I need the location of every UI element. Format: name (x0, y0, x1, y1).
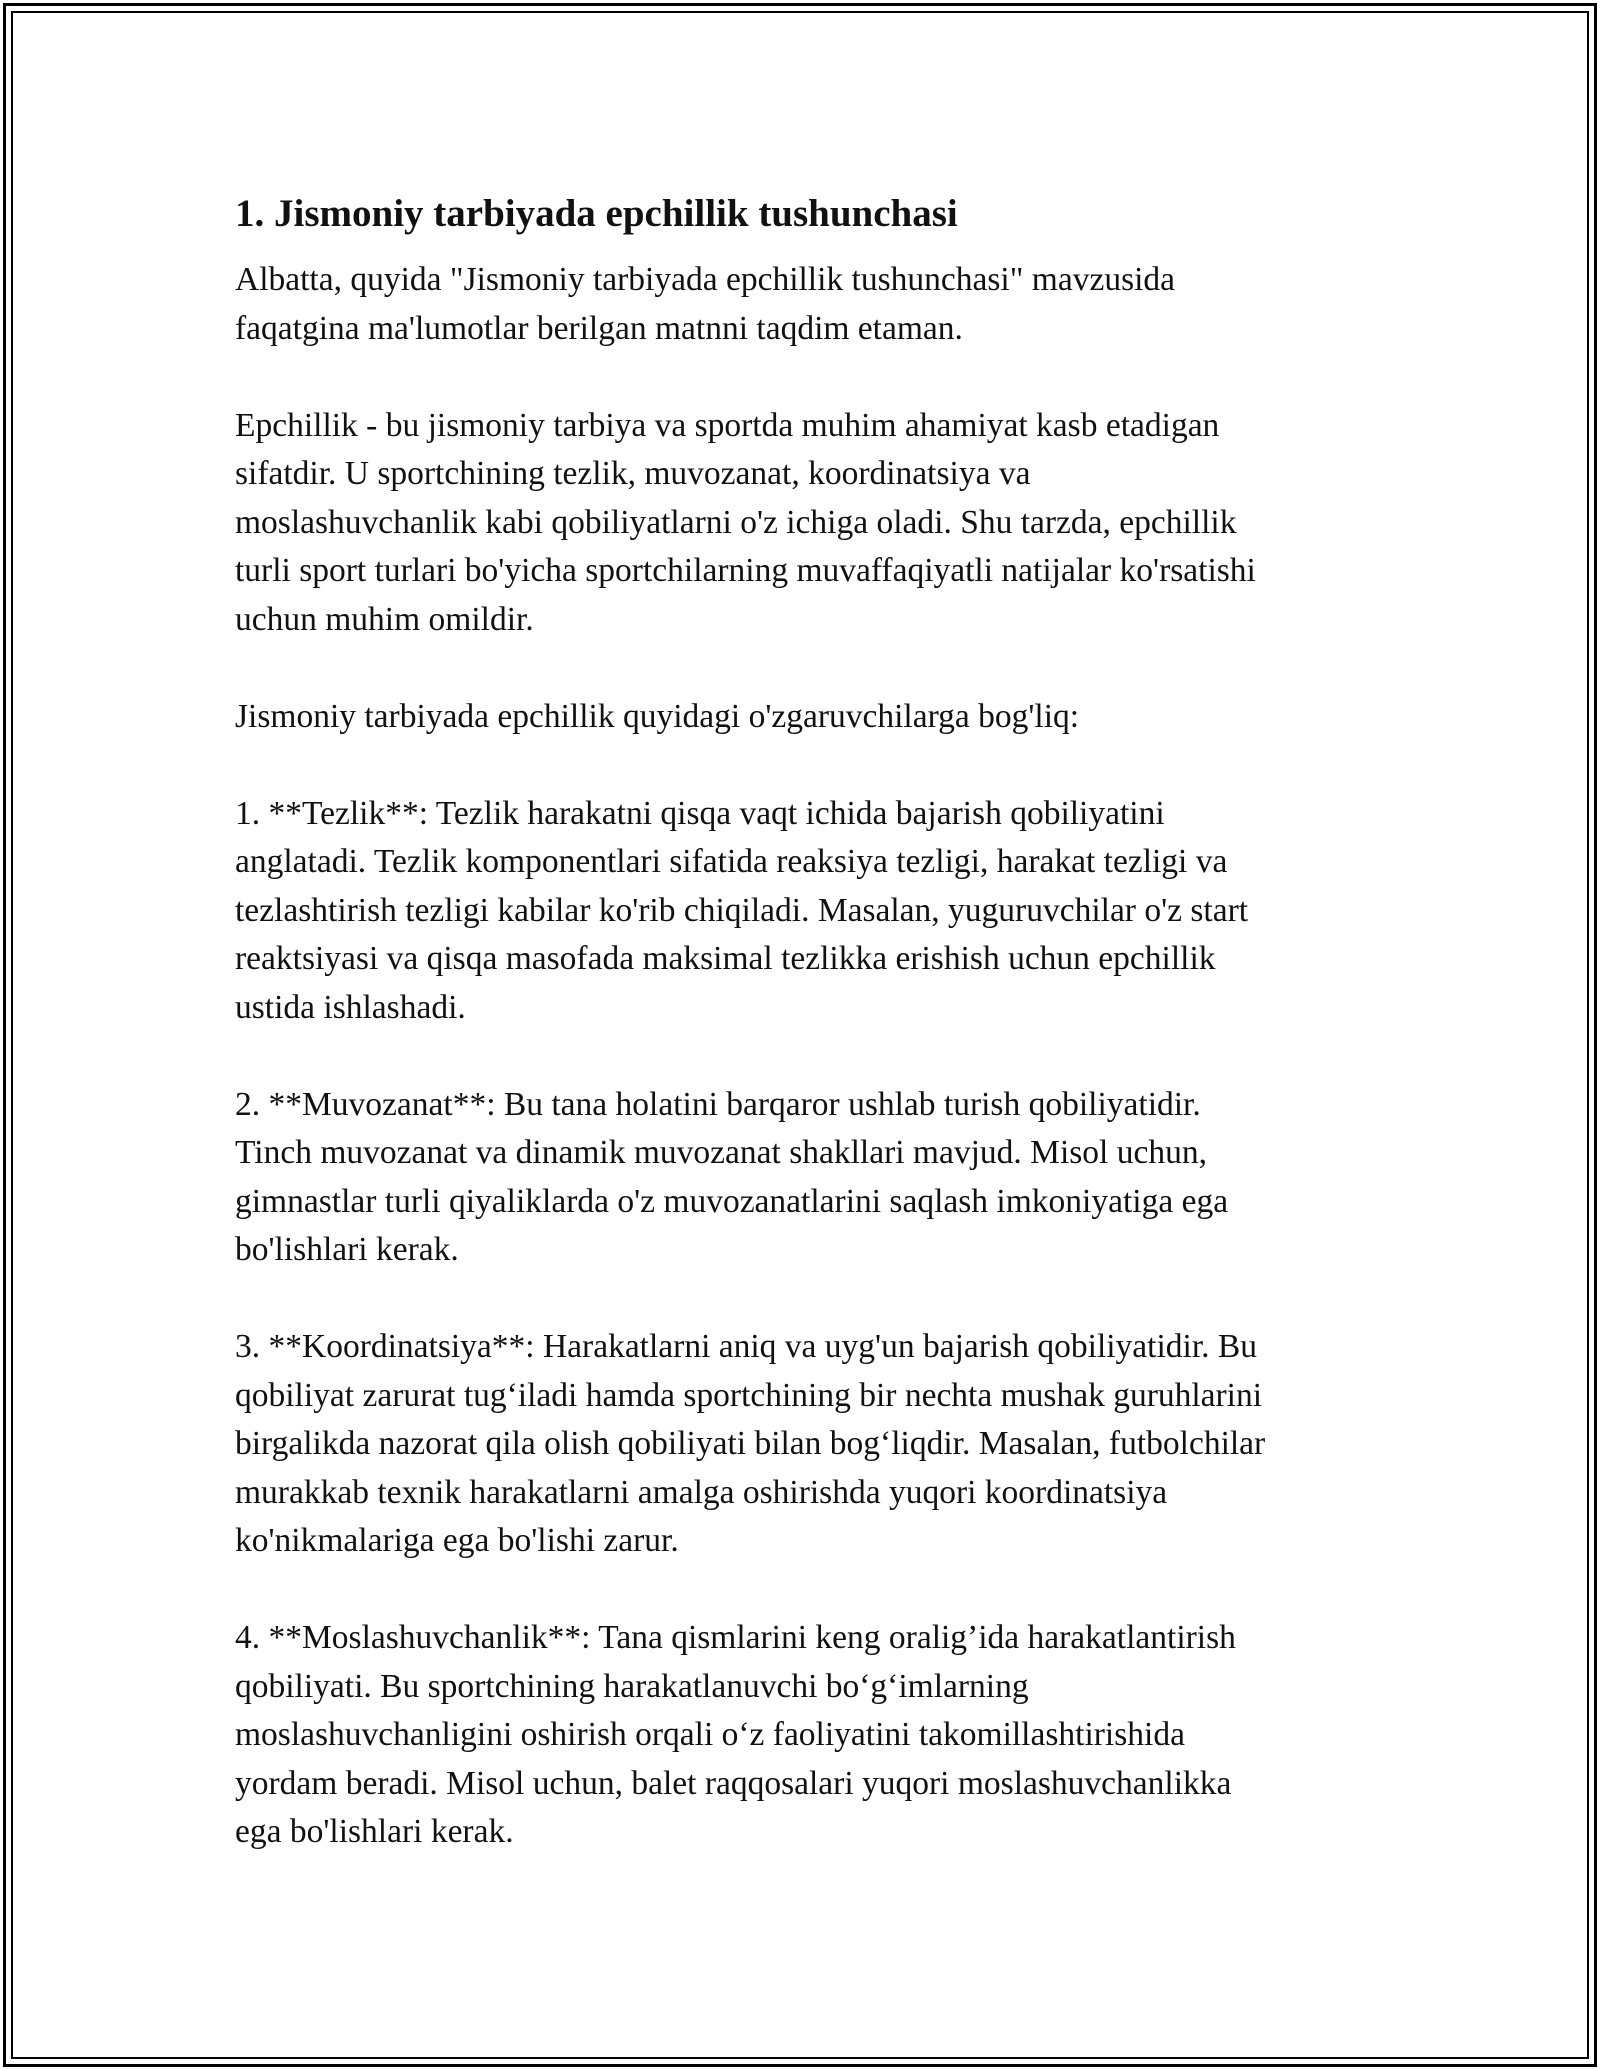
paragraph-dependencies (235, 693, 1385, 742)
text-line: gimnastlar turli qiyaliklarda o'z muvozanatlarini saqlash imkoniyatiga ega (235, 1182, 1229, 1220)
text-line: birgalikda nazorat qila olish qobiliyati bilan bog‘liqdir. Masalan, futbolchilar (235, 1425, 1266, 1462)
text-line: 3. **Koordinatsiya**: Harakatlarni aniq va uyg'un bajarish qobiliyatidir. Bu (235, 1328, 1257, 1365)
text-line: ega bo'lishlari kerak. (235, 1813, 514, 1850)
list-item-coordination (235, 1323, 1385, 1566)
list-item-balance (235, 1081, 1385, 1275)
text-line: moslashuvchanligini oshirish orqali o‘z faoliyatini takomillashtirishida (235, 1716, 1185, 1753)
text-line: anglatadi. Tezlik komponentlari sifatida reaksiya tezligi, harakat tezligi va (235, 843, 1228, 880)
text-line: Jismoniy tarbiyada epchillik quyidagi o'zgaruvchilarga bog'liq: (235, 697, 1080, 735)
text-line: moslashuvchanlik kabi qobiliyatlarni o'z ichiga oladi. Shu tarzda, epchillik (235, 503, 1237, 541)
text-line: qobiliyati. Bu sportchining harakatlanuvchi bo‘g‘imlarning (235, 1667, 1029, 1705)
text-line: tezlashtirish tezligi kabilar ko'rib chiqiladi. Masalan, yuguruvchilar o'z start (235, 891, 1249, 929)
document-body (235, 188, 1385, 1905)
paragraph-intro (235, 256, 1385, 353)
text-line: 2. **Muvozanat**: Bu tana holatini barqaror ushlab turish qobiliyatidir. (235, 1085, 1201, 1123)
paragraph-definition (235, 402, 1385, 645)
text-line: bo'lishlari kerak. (235, 1231, 459, 1268)
text-line: Tinch muvozanat va dinamik muvozanat shakllari mavjud. Misol uchun, (235, 1134, 1207, 1171)
text-line: 1. **Tezlik**: Tezlik harakatni qisqa vaqt ichida bajarish qobiliyatini (235, 794, 1165, 832)
text-line: ustida ishlashadi. (235, 988, 466, 1026)
text-line: uchun muhim omildir. (235, 600, 534, 638)
text-line: Epchillik - bu jismoniy tarbiya va sportda muhim ahamiyat kasb etadigan (235, 406, 1220, 444)
document-title: 1. Jismoniy tarbiyada epchillik tushunchasi (235, 192, 958, 235)
text-line: turli sport turlari bo'yicha sportchilarning muvaffaqiyatli natijalar ko'rsatishi (235, 552, 1256, 589)
text-line: yordam beradi. Misol uchun, balet raqqosalari yuqori moslashuvchanlikka (235, 1764, 1232, 1802)
text-line: 4. **Moslashuvchanlik**: Tana qismlarini keng oralig’ida harakatlantirish (235, 1619, 1236, 1656)
text-line: ko'nikmalariga ega bo'lishi zarur. (235, 1522, 679, 1559)
text-line: faqatgina ma'lumotlar berilgan matnni taqdim etaman. (235, 309, 963, 347)
list-item-flexibility (235, 1614, 1385, 1857)
text-line: qobiliyat zarurat tug‘iladi hamda sportchining bir nechta mushak guruhlarini (235, 1376, 1263, 1414)
text-line: reaktsiyasi va qisqa masofada maksimal tezlikka erishish uchun epchillik (235, 940, 1216, 977)
list-item-speed (235, 790, 1385, 1033)
text-line: murakkab texnik harakatlarni amalga oshirishda yuqori koordinatsiya (235, 1473, 1168, 1511)
text-line: sifatdir. U sportchining tezlik, muvozanat, koordinatsiya va (235, 455, 1031, 492)
text-line: Albatta, quyida "Jismoniy tarbiyada epchillik tushunchasi" mavzusida (235, 261, 1176, 298)
